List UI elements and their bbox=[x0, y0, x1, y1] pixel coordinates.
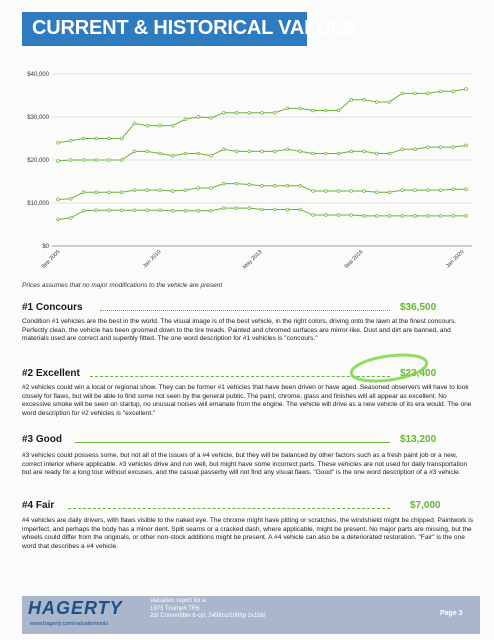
series-point bbox=[159, 209, 162, 212]
series-point bbox=[69, 159, 72, 162]
condition-1-value: $36,500 bbox=[400, 302, 437, 313]
series-point bbox=[337, 214, 340, 217]
series-line bbox=[58, 89, 466, 143]
series-point bbox=[95, 209, 98, 212]
series-point bbox=[465, 144, 468, 147]
series-point bbox=[235, 111, 238, 114]
series-point bbox=[261, 208, 264, 211]
series-point bbox=[197, 209, 200, 212]
hagerty-logo-text: HAGERTY bbox=[28, 598, 123, 618]
series-point bbox=[108, 191, 111, 194]
series-point bbox=[401, 189, 404, 192]
series-point bbox=[82, 209, 85, 212]
x-tick-label: Sep 2016 bbox=[343, 249, 365, 271]
series-point bbox=[312, 152, 315, 155]
series-point bbox=[95, 137, 98, 140]
condition-3-value: $13,200 bbox=[400, 434, 437, 445]
price-assumption-note: Prices assumes that no major modifications to the vehicle are present bbox=[22, 282, 223, 289]
condition-2-description: #2 vehicles could win a local or regional show. They can be former #1 vehicles that have been driven or have aged. Seasoned observers will have to look closely for flaws, but will be able to find some not seen by the general public. The paint, chrome, glass and finishes will all appear as excellent. No excessive smoke will be seen on startup, no unusual noises will emanate from the engine. The vehicle will drive as a new vehicle of its era would. The one word description for #2 vehicles is "excellent." bbox=[22, 384, 472, 417]
series-point bbox=[248, 183, 251, 186]
series-point bbox=[350, 214, 353, 217]
series-point bbox=[197, 116, 200, 119]
series-point bbox=[299, 150, 302, 153]
series-point bbox=[465, 215, 468, 218]
series-point bbox=[235, 182, 238, 185]
series-point bbox=[146, 124, 149, 127]
page-number: Page 3 bbox=[440, 610, 463, 617]
series-point bbox=[401, 148, 404, 151]
series-point bbox=[210, 187, 213, 190]
hand-drawn-circle-annotation bbox=[348, 352, 430, 384]
series-point bbox=[108, 209, 111, 212]
series-point bbox=[363, 215, 366, 218]
series-point bbox=[197, 187, 200, 190]
series-point bbox=[401, 215, 404, 218]
series-point bbox=[222, 148, 225, 151]
series-point bbox=[133, 189, 136, 192]
series-point bbox=[363, 98, 366, 101]
report-label: Valuation report for a: bbox=[150, 598, 208, 604]
series-point bbox=[222, 111, 225, 114]
series-point bbox=[388, 101, 391, 104]
series-point bbox=[312, 109, 315, 112]
series-point bbox=[337, 190, 340, 193]
series-point bbox=[324, 190, 327, 193]
condition-4-leader bbox=[68, 508, 390, 509]
series-point bbox=[337, 152, 340, 155]
series-point bbox=[375, 152, 378, 155]
vehicle-spec: 2dr Convertible 6-cyl. 2498cc/106hp 2x1bbl bbox=[150, 613, 266, 619]
series-point bbox=[439, 146, 442, 149]
y-tick-label: $0 bbox=[42, 244, 49, 250]
series-point bbox=[95, 159, 98, 162]
series-point bbox=[439, 90, 442, 93]
series-point bbox=[286, 208, 289, 211]
series-point bbox=[146, 209, 149, 212]
series-point bbox=[57, 141, 60, 144]
series-point bbox=[210, 209, 213, 212]
condition-2-leader bbox=[90, 376, 390, 377]
series-point bbox=[350, 98, 353, 101]
series-point bbox=[146, 150, 149, 153]
series-point bbox=[388, 191, 391, 194]
series-point bbox=[171, 209, 174, 212]
series-point bbox=[286, 107, 289, 110]
series-point bbox=[273, 150, 276, 153]
series-point bbox=[261, 184, 264, 187]
series-point bbox=[120, 191, 123, 194]
series-point bbox=[57, 159, 60, 162]
condition-2-title: #2 Excellent bbox=[22, 368, 80, 379]
condition-1-leader bbox=[100, 310, 390, 311]
series-point bbox=[286, 148, 289, 151]
series-point bbox=[273, 184, 276, 187]
series-point bbox=[452, 188, 455, 191]
x-tick-label: May 2013 bbox=[242, 249, 264, 271]
series-point bbox=[120, 209, 123, 212]
x-tick-label: Jan 2010 bbox=[142, 249, 163, 270]
footer-report-info bbox=[150, 598, 265, 621]
series-point bbox=[57, 218, 60, 221]
series-point bbox=[452, 146, 455, 149]
series-point bbox=[426, 189, 429, 192]
series-point bbox=[375, 191, 378, 194]
condition-3-description: #3 vehicles could possess some, but not all of the issues of a #4 vehicle, but they will be balanced by other factors such as a fresh paint job or a new, correct interior where applicable. #3 vehicles drive and run well, but might have some incorrect parts. These vehicles are not used for daily transportation but are ready for a long tour without excuses, and the casual passerby will not find any visual flaws. "Good" is the one word description of a #3 vehicle. bbox=[22, 452, 468, 477]
series-point bbox=[261, 111, 264, 114]
series-point bbox=[82, 159, 85, 162]
series-point bbox=[414, 148, 417, 151]
series-point bbox=[108, 137, 111, 140]
chart-svg bbox=[22, 62, 480, 284]
series-point bbox=[363, 150, 366, 153]
series-point bbox=[273, 208, 276, 211]
series-point bbox=[312, 214, 315, 217]
series-point bbox=[299, 208, 302, 211]
condition-1-title: #1 Concours bbox=[22, 302, 83, 313]
condition-2-value: $23,400 bbox=[400, 368, 437, 379]
series-point bbox=[261, 150, 264, 153]
series-point bbox=[120, 159, 123, 162]
series-point bbox=[171, 190, 174, 193]
series-point bbox=[426, 215, 429, 218]
series-point bbox=[248, 150, 251, 153]
series-point bbox=[197, 152, 200, 155]
series-point bbox=[133, 209, 136, 212]
series-point bbox=[184, 209, 187, 212]
x-tick-label: Jan 2020 bbox=[445, 249, 466, 270]
condition-4-title: #4 Fair bbox=[22, 500, 55, 511]
series-point bbox=[171, 154, 174, 157]
condition-1-description: Condition #1 vehicles are the best in the world. The visual image is of the best vehicle, in the right colors, driving onto the lawn at the finest concours. Perfectly clean, the vehicle has been groomed down to the tire treads. Painted and chromed surfaces are mirror-like. Dust and dirt are banned, and materials used are correct and superbly fitted. The one word description for #1 vehicles is "concours." bbox=[22, 318, 457, 343]
series-point bbox=[312, 190, 315, 193]
series-point bbox=[388, 215, 391, 218]
series-point bbox=[465, 188, 468, 191]
series-point bbox=[171, 124, 174, 127]
series-point bbox=[69, 197, 72, 200]
series-point bbox=[401, 92, 404, 95]
series-point bbox=[439, 215, 442, 218]
series-point bbox=[95, 191, 98, 194]
section-title: CURRENT & HISTORICAL VALUES bbox=[32, 17, 357, 39]
series-point bbox=[452, 90, 455, 93]
series-point bbox=[133, 150, 136, 153]
y-tick-label: $20,000 bbox=[27, 158, 49, 164]
series-point bbox=[414, 215, 417, 218]
series-point bbox=[146, 189, 149, 192]
series-point bbox=[350, 150, 353, 153]
series-point bbox=[69, 139, 72, 142]
series-point bbox=[414, 92, 417, 95]
series-point bbox=[82, 191, 85, 194]
series-point bbox=[375, 101, 378, 104]
series-point bbox=[159, 189, 162, 192]
series-point bbox=[324, 109, 327, 112]
series-point bbox=[108, 159, 111, 162]
series-point bbox=[299, 107, 302, 110]
series-point bbox=[426, 92, 429, 95]
footer-url-link[interactable]: www.hagerty.com/valuationtools bbox=[30, 621, 109, 627]
series-point bbox=[82, 137, 85, 140]
series-point bbox=[439, 189, 442, 192]
series-point bbox=[57, 198, 60, 201]
series-point bbox=[273, 111, 276, 114]
series-point bbox=[133, 122, 136, 125]
condition-3-leader bbox=[75, 442, 390, 443]
series-point bbox=[324, 152, 327, 155]
y-tick-label: $30,000 bbox=[27, 115, 49, 121]
series-point bbox=[222, 207, 225, 210]
series-point bbox=[452, 215, 455, 218]
series-point bbox=[184, 152, 187, 155]
series-point bbox=[324, 214, 327, 217]
series-point bbox=[299, 184, 302, 187]
hagerty-logo bbox=[28, 598, 132, 618]
condition-4-description: #4 vehicles are daily drivers, with flaws visible to the naked eye. The chrome might have pitting or scratches, the windshield might be chipped. Paintwork is imperfect, and perhaps the body has a minor dent. Split seams or a cracked dash, where applicable, might be present. No major parts are missing, but the wheels could differ from the originals, or other non-stock additions might be present. A #4 vehicle can also be a deteriorated restoration. "Fair" is the one word that describes a #4 vehicle. bbox=[22, 517, 474, 550]
section-header bbox=[22, 12, 357, 46]
condition-4-value: $7,000 bbox=[410, 500, 441, 511]
series-point bbox=[210, 116, 213, 119]
series-point bbox=[388, 152, 391, 155]
series-point bbox=[350, 190, 353, 193]
series-point bbox=[184, 189, 187, 192]
series-point bbox=[69, 217, 72, 220]
series-point bbox=[184, 118, 187, 121]
x-tick-label: Sep 2005 bbox=[40, 249, 62, 271]
series-point bbox=[235, 150, 238, 153]
series-point bbox=[120, 137, 123, 140]
series-point bbox=[248, 111, 251, 114]
value-history-chart bbox=[22, 62, 480, 284]
series-point bbox=[465, 88, 468, 91]
series-point bbox=[210, 154, 213, 157]
series-point bbox=[159, 124, 162, 127]
series-point bbox=[426, 146, 429, 149]
series-point bbox=[222, 182, 225, 185]
y-tick-label: $10,000 bbox=[27, 201, 49, 207]
condition-3-title: #3 Good bbox=[22, 434, 63, 445]
series-point bbox=[235, 207, 238, 210]
series-point bbox=[159, 152, 162, 155]
series-point bbox=[337, 109, 340, 112]
series-point bbox=[363, 190, 366, 193]
series-point bbox=[248, 207, 251, 210]
series-point bbox=[375, 215, 378, 218]
y-tick-label: $40,000 bbox=[27, 72, 49, 78]
vehicle-name: 1973 Triumph TR6 bbox=[150, 605, 200, 612]
series-point bbox=[286, 184, 289, 187]
series-point bbox=[414, 189, 417, 192]
